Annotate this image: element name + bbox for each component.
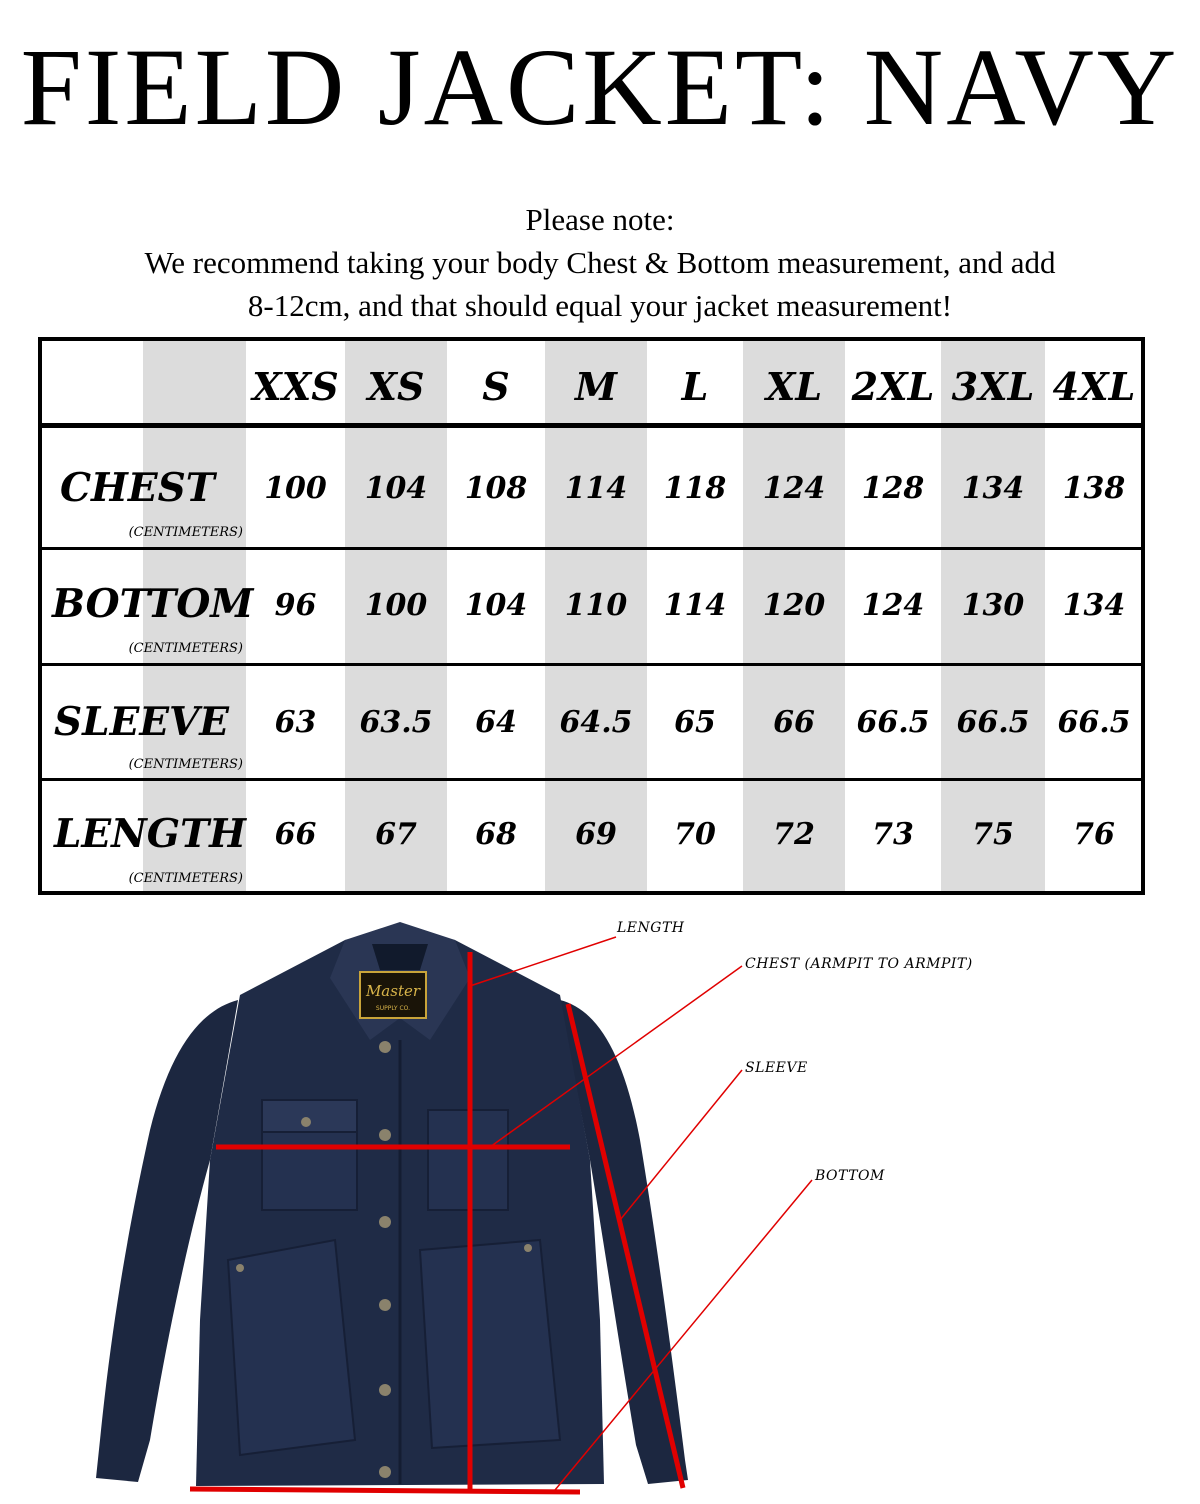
note-line-1: We recommend taking your body Chest & Bottom measurement, and add	[144, 245, 1056, 280]
value-cell: 110	[564, 588, 628, 623]
page-title: FIELD JACKET: NAVY	[20, 26, 1180, 148]
value-cell: 65	[674, 705, 716, 740]
row-label-bottom: BOTTOM	[52, 581, 254, 627]
table-header-divider	[38, 423, 1145, 428]
jacket-button	[379, 1299, 391, 1311]
value-cell: 96	[274, 588, 317, 623]
value-cell: 73	[872, 817, 914, 852]
value-cell: 134	[961, 471, 1025, 506]
value-cell: 114	[564, 471, 628, 506]
value-cell: 63	[274, 705, 317, 740]
callout-chest: CHEST (ARMPIT TO ARMPIT)	[745, 956, 973, 972]
value-cell: 66.5	[1057, 705, 1131, 740]
brand-label-text: Master	[365, 982, 421, 1000]
value-cell: 138	[1062, 471, 1126, 506]
value-cell: 68	[475, 817, 517, 852]
size-header: XXS	[252, 364, 339, 409]
row-unit: (CENTIMETERS)	[128, 525, 243, 540]
value-cell: 66.5	[956, 705, 1030, 740]
size-header: S	[482, 364, 510, 409]
value-cell: 66.5	[856, 705, 930, 740]
table-border-left	[38, 337, 42, 895]
measure-line-bottom	[190, 1489, 580, 1492]
value-cell: 114	[663, 588, 727, 623]
size-header: 4XL	[1052, 364, 1136, 409]
jacket-button	[379, 1384, 391, 1396]
callout-bottom: BOTTOM	[815, 1168, 885, 1184]
value-cell: 64.5	[559, 705, 633, 740]
size-header: XS	[367, 364, 425, 409]
note-line-2: 8-12cm, and that should equal your jacket measurement!	[247, 288, 953, 323]
value-cell: 64	[475, 705, 517, 740]
value-cell: 66	[773, 705, 815, 740]
value-cell: 70	[674, 817, 716, 852]
value-cell: 66	[274, 817, 317, 852]
brand-label-subtext: SUPPLY CO.	[375, 1005, 411, 1012]
jacket-button	[379, 1129, 391, 1141]
size-header: 2XL	[851, 364, 935, 409]
pocket-rivet	[524, 1244, 532, 1252]
value-cell: 72	[773, 817, 815, 852]
value-cell: 100	[264, 471, 327, 506]
row-label-chest: CHEST	[60, 465, 215, 511]
table-row-divider	[38, 547, 1145, 550]
callout-length: LENGTH	[617, 920, 685, 936]
row-unit: (CENTIMETERS)	[128, 757, 243, 772]
lower-pocket-right	[420, 1240, 560, 1448]
value-cell: 120	[762, 588, 826, 623]
value-cell: 67	[375, 817, 417, 852]
lower-pocket-left	[228, 1240, 355, 1455]
value-cell: 63.5	[359, 705, 433, 740]
value-cell: 100	[364, 588, 428, 623]
pocket-rivet	[236, 1264, 244, 1272]
row-unit: (CENTIMETERS)	[128, 641, 243, 656]
row-label-length: LENGTH	[54, 811, 246, 857]
pocket-button	[301, 1117, 311, 1127]
collar-shadow	[372, 944, 428, 970]
value-cell: 108	[464, 471, 528, 506]
table-border-bottom	[38, 891, 1145, 895]
table-border-top	[38, 337, 1145, 341]
chest-pocket-flap	[262, 1100, 357, 1132]
jacket-button	[379, 1216, 391, 1228]
value-cell: 76	[1073, 817, 1115, 852]
measurement-diagram	[0, 900, 1200, 1500]
value-cell: 134	[1062, 588, 1126, 623]
value-cell: 130	[961, 588, 1025, 623]
value-cell: 124	[861, 588, 925, 623]
note-heading: Please note:	[525, 202, 675, 237]
size-header: 3XL	[951, 364, 1035, 409]
value-cell: 124	[762, 471, 826, 506]
size-chart-table	[38, 337, 1145, 895]
value-cell: 118	[663, 471, 727, 506]
size-header: XL	[765, 364, 823, 409]
value-cell: 128	[861, 471, 925, 506]
sizing-note	[0, 198, 1200, 327]
table-row-divider	[38, 663, 1145, 666]
jacket-button	[379, 1041, 391, 1053]
size-header: M	[574, 364, 618, 409]
value-cell: 69	[575, 817, 617, 852]
row-unit: (CENTIMETERS)	[128, 871, 243, 886]
row-label-sleeve: SLEEVE	[54, 699, 230, 745]
value-cell: 104	[364, 471, 428, 506]
size-header: L	[681, 364, 709, 409]
value-cell: 75	[972, 817, 1014, 852]
callout-sleeve: SLEEVE	[745, 1060, 808, 1076]
table-row-divider	[38, 778, 1145, 781]
value-cell: 104	[464, 588, 528, 623]
jacket-button	[379, 1466, 391, 1478]
jacket-illustration	[0, 900, 1200, 1500]
